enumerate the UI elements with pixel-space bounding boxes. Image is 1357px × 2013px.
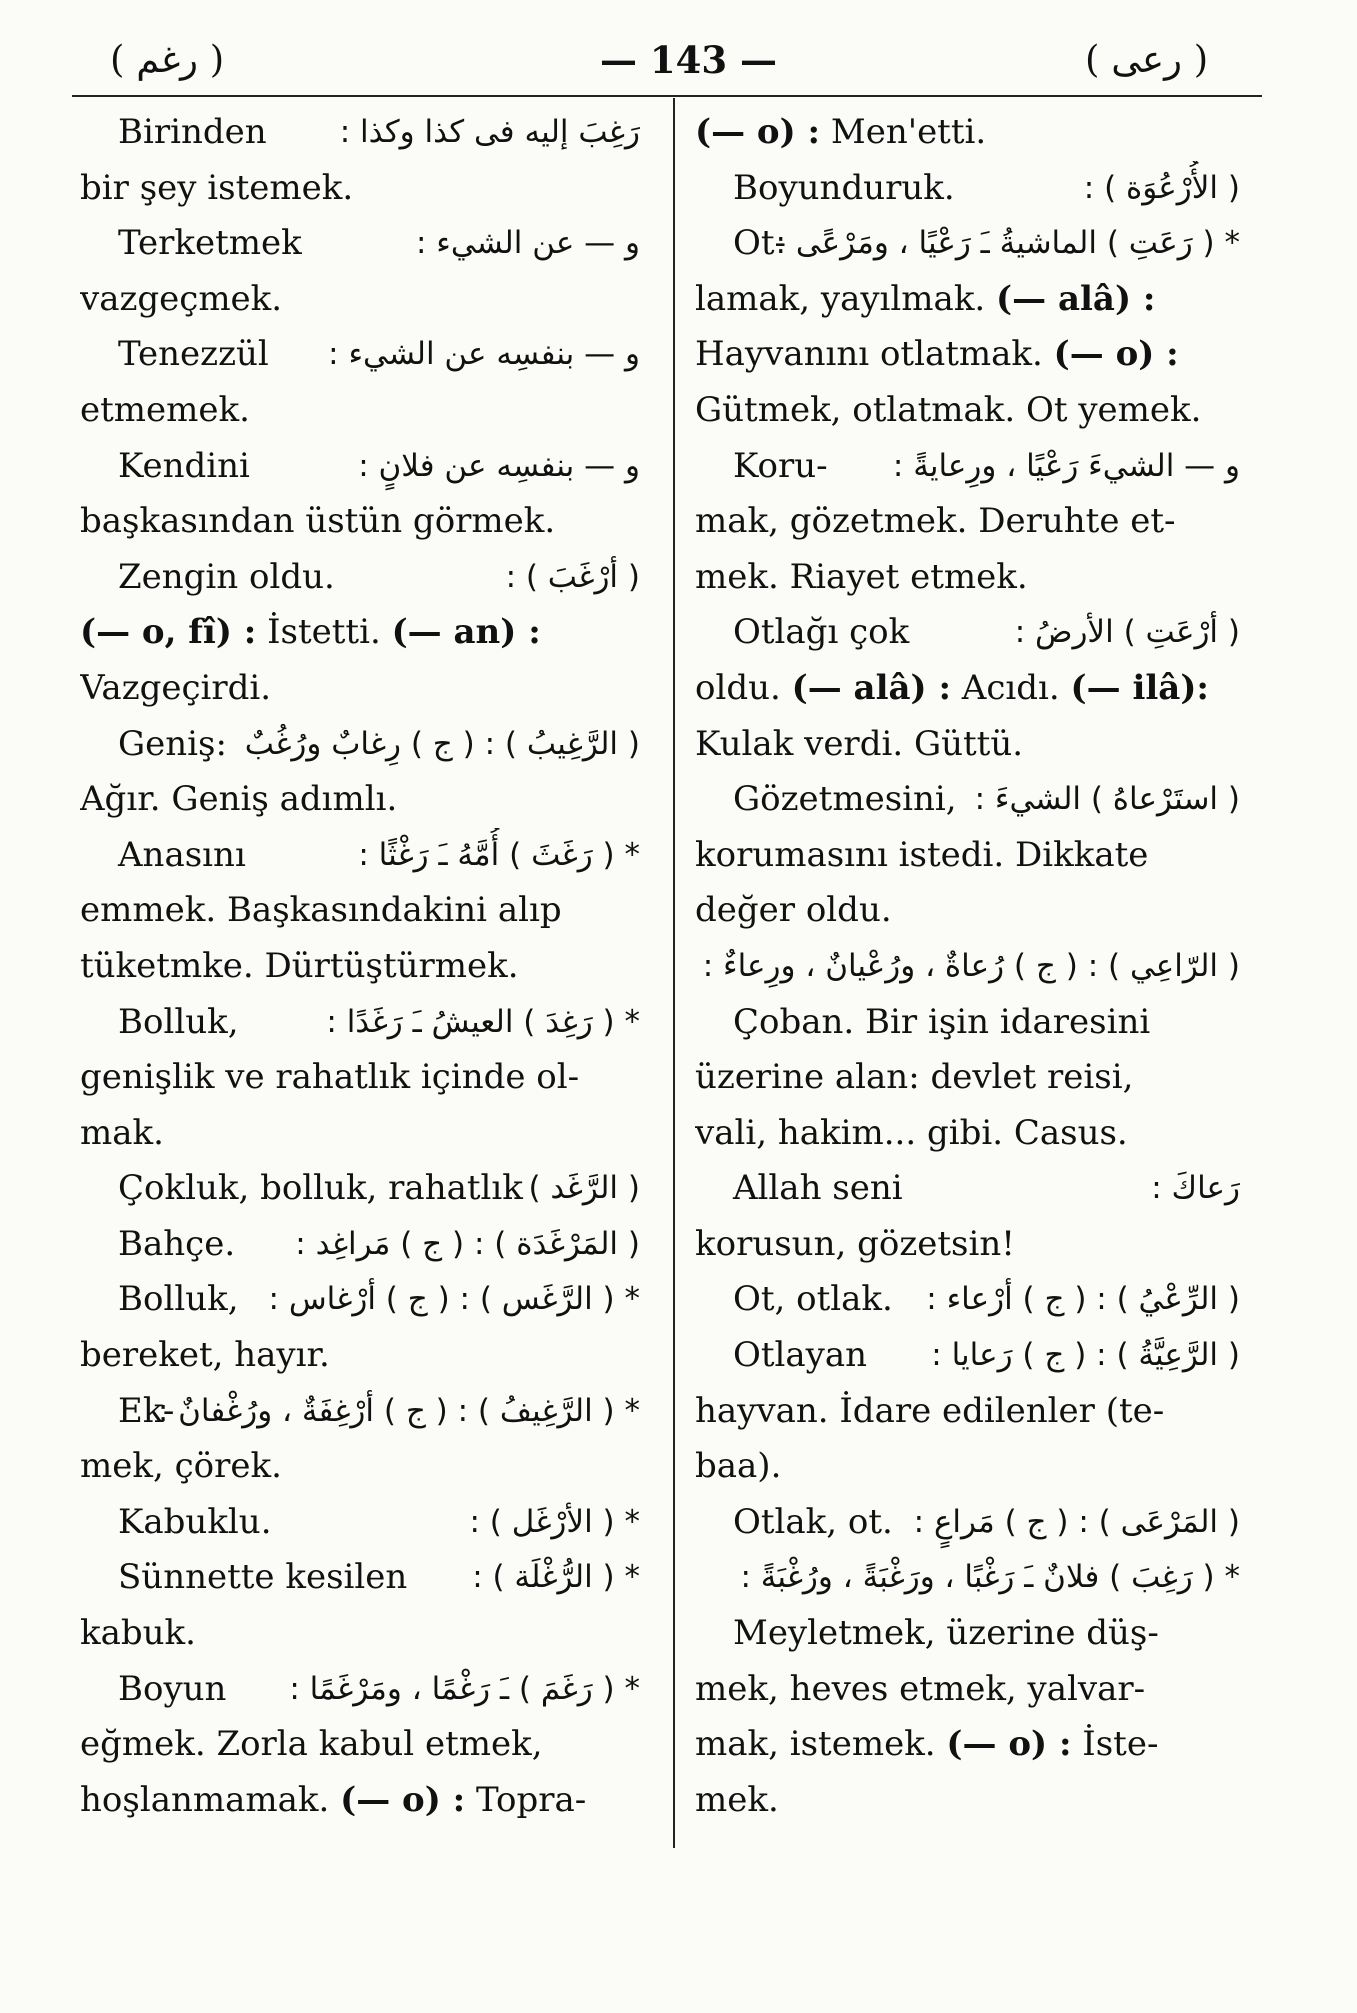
arabic-headword: رَعاكَ : xyxy=(1151,1170,1240,1207)
header-rule xyxy=(72,95,1262,97)
dictionary-line xyxy=(80,1717,640,1773)
dictionary-line xyxy=(695,161,1240,217)
arabic-headword: ( المَرْغَدَة ) : ( ج ) مَراغِد : xyxy=(295,1225,640,1262)
column-divider xyxy=(673,98,675,1848)
dictionary-line xyxy=(695,550,1240,606)
turkish-text: Gütmek, otlatmak. Ot yemek. xyxy=(695,389,1202,430)
dictionary-line xyxy=(695,1662,1240,1718)
page-header xyxy=(0,38,1357,98)
turkish-text: başkasından üstün görmek. xyxy=(80,501,556,542)
turkish-text: mak, gözetmek. Deruhte et- xyxy=(695,501,1176,542)
dictionary-line xyxy=(695,1439,1240,1495)
page-number: — 143 — xyxy=(600,38,777,82)
dictionary-line xyxy=(80,995,640,1051)
turkish-text: vazgeçmek. xyxy=(80,278,283,319)
turkish-text: oldu. (— alâ) : Acıdı. (— ilâ): xyxy=(695,667,1209,708)
turkish-text: lamak, yayılmak. (— alâ) : xyxy=(695,278,1156,319)
dictionary-line xyxy=(695,1606,1240,1662)
turkish-text: Bolluk, xyxy=(118,1279,239,1320)
dictionary-line xyxy=(80,1550,640,1606)
arabic-headword: ( أرْغَبَ ) : xyxy=(505,558,640,595)
turkish-text: Kendini xyxy=(118,445,250,486)
turkish-text: hoşlanmamak. (— o) : Topra- xyxy=(80,1779,587,1820)
turkish-text: mek, heves etmek, yalvar- xyxy=(695,1668,1146,1709)
turkish-text: Gözetmesini, xyxy=(733,779,957,820)
turkish-text: bir şey istemek. xyxy=(80,167,354,208)
arabic-headword: * ( الرُّغْلَة ) : xyxy=(472,1559,640,1596)
turkish-text: Boyunduruk. xyxy=(733,167,955,208)
turkish-text: etmemek. xyxy=(80,389,250,430)
arabic-headword: ( الرَّغَد ) xyxy=(528,1170,640,1207)
turkish-text: Çokluk, bolluk, rahatlık xyxy=(118,1168,523,1209)
dictionary-line xyxy=(695,1495,1240,1551)
dictionary-line xyxy=(695,272,1240,328)
dictionary-line xyxy=(695,494,1240,550)
turkish-text: mek. Riayet etmek. xyxy=(695,556,1028,597)
dictionary-line xyxy=(80,772,640,828)
dictionary-line xyxy=(80,383,640,439)
turkish-text: Bahçe. xyxy=(118,1223,236,1264)
dictionary-line xyxy=(695,1384,1240,1440)
turkish-text: mak, istemek. (— o) : İste- xyxy=(695,1724,1159,1765)
dictionary-line xyxy=(695,939,1240,995)
header-root-right: ( رعی ) xyxy=(1085,38,1209,81)
arabic-headword: و — بنفسِه عن فلانٍ : xyxy=(358,447,640,484)
arabic-headword: رَغِبَ إليه فى كذا وكذا : xyxy=(339,114,640,150)
dictionary-line xyxy=(695,1217,1240,1273)
arabic-headword: و — الشيءَ رَعْيًا ، ورِعايةً : xyxy=(892,447,1240,484)
turkish-text: Terketmek xyxy=(118,223,302,264)
dictionary-line xyxy=(80,550,640,606)
arabic-headword: * ( الرَّغَس ) : ( ج ) أرْغاس : xyxy=(268,1281,640,1318)
dictionary-line xyxy=(80,1272,640,1328)
dictionary-line xyxy=(80,1439,640,1495)
turkish-text: Anasını xyxy=(118,834,246,875)
turkish-text: Hayvanını otlatmak. (— o) : xyxy=(695,334,1179,375)
arabic-headword: * ( رَغَمَ ) ـَ رَغْمًا ، ومَرْغَمًا : xyxy=(289,1670,640,1707)
dictionary-line xyxy=(80,1662,640,1718)
turkish-text: Tenezzül xyxy=(118,334,269,375)
arabic-headword: * ( رَغِبَ ) فلانٌ ـَ رَغْبًا ، ورَغْبَةً ، ورُغْبَةً : xyxy=(740,1559,1240,1596)
dictionary-line xyxy=(695,717,1240,773)
header-root-left: ( رغم ) xyxy=(110,38,225,81)
dictionary-line xyxy=(80,1106,640,1162)
arabic-headword: * ( رَعَتِ ) الماشيةُ ـَ رَعْيًا ، ومَرْعًى : xyxy=(775,225,1240,262)
dictionary-line xyxy=(80,327,640,383)
dictionary-line xyxy=(80,1328,640,1384)
turkish-text: Koru- xyxy=(733,445,828,486)
dictionary-line xyxy=(80,494,640,550)
arabic-headword: ( الرَّغِيبُ ) : ( ج ) رِغابٌ ورُغُبٌ xyxy=(244,725,640,762)
dictionary-line xyxy=(80,1384,640,1440)
turkish-text: korusun, gözetsin! xyxy=(695,1223,1015,1264)
dictionary-line xyxy=(80,439,640,495)
turkish-text: tüketmke. Dürtüştürmek. xyxy=(80,945,519,986)
dictionary-line xyxy=(80,717,640,773)
arabic-headword: * ( رَغِدَ ) العيشُ ـَ رَغَدًا : xyxy=(326,1003,640,1040)
arabic-headword: و — بنفسِه عن الشيء : xyxy=(328,336,640,373)
dictionary-line xyxy=(695,1106,1240,1162)
dictionary-line xyxy=(695,772,1240,828)
dictionary-line xyxy=(80,1161,640,1217)
arabic-headword: ( المَرْعَى ) : ( ج ) مَراعٍ : xyxy=(913,1503,1240,1540)
dictionary-line xyxy=(80,161,640,217)
dictionary-line xyxy=(695,1773,1240,1829)
dictionary-line xyxy=(695,1272,1240,1328)
turkish-text: baa). xyxy=(695,1446,782,1487)
arabic-headword: و — عن الشيء : xyxy=(415,225,640,262)
dictionary-line xyxy=(695,1161,1240,1217)
turkish-text: Geniş: xyxy=(118,723,227,764)
turkish-text: emmek. Başkasındakini alıp xyxy=(80,890,562,931)
turkish-text: hayvan. İdare edilenler (te- xyxy=(695,1390,1165,1431)
turkish-text: kabuk. xyxy=(80,1613,196,1654)
turkish-text: mak. xyxy=(80,1112,164,1153)
dictionary-line xyxy=(80,1606,640,1662)
dictionary-line xyxy=(695,661,1240,717)
dictionary-line xyxy=(80,939,640,995)
dictionary-line xyxy=(695,105,1240,161)
dictionary-line xyxy=(80,1773,640,1829)
turkish-text: üzerine alan: devlet reisi, xyxy=(695,1057,1134,1098)
turkish-text: genişlik ve rahatlık içinde ol- xyxy=(80,1057,580,1098)
turkish-text: Ağır. Geniş adımlı. xyxy=(80,779,398,820)
arabic-headword: * ( رَغَثَ ) أُمَّهُ ـَ رَغْثًا : xyxy=(358,836,640,873)
turkish-text: eğmek. Zorla kabul etmek, xyxy=(80,1724,543,1765)
turkish-text: mek. xyxy=(695,1779,779,1820)
turkish-text: Birinden xyxy=(118,112,267,152)
turkish-text: Sünnette kesilen xyxy=(118,1557,408,1598)
dictionary-line xyxy=(80,272,640,328)
turkish-text: mek, çörek. xyxy=(80,1446,282,1487)
turkish-text: değer oldu. xyxy=(695,890,892,931)
turkish-text: bereket, hayır. xyxy=(80,1335,330,1376)
turkish-text: Ot, otlak. xyxy=(733,1279,893,1320)
dictionary-line xyxy=(695,1050,1240,1106)
turkish-text: Ot- xyxy=(733,223,787,264)
dictionary-line xyxy=(695,439,1240,495)
turkish-text: Bolluk, xyxy=(118,1001,239,1042)
arabic-headword: * ( الرَّغِيفُ ) : ( ج ) أرْغِفَةٌ ، ورُغْفانٌ : xyxy=(157,1392,640,1429)
right-column xyxy=(695,105,1240,1828)
arabic-headword: ( الرَّعِيَّةُ ) : ( ج ) رَعايا : xyxy=(931,1337,1240,1374)
arabic-headword: * ( الأرْغَل ) : xyxy=(469,1503,640,1540)
dictionary-line xyxy=(695,383,1240,439)
turkish-text: Otlağı çok xyxy=(733,612,910,653)
dictionary-line xyxy=(695,1717,1240,1773)
arabic-headword: ( استَرْعاهُ ) الشيءَ : xyxy=(974,781,1240,818)
dictionary-line xyxy=(695,605,1240,661)
dictionary-line xyxy=(80,1495,640,1551)
turkish-text: Allah seni xyxy=(733,1168,903,1209)
turkish-text: Kabuklu. xyxy=(118,1501,272,1542)
turkish-text: Boyun xyxy=(118,1668,227,1709)
arabic-headword: ( الأُرْعُوَة ) : xyxy=(1083,169,1240,206)
arabic-headword: ( أرْعَتِ ) الأرضُ : xyxy=(1014,614,1240,651)
arabic-headword: ( الرِّعْيُ ) : ( ج ) أرْعاء : xyxy=(926,1281,1240,1318)
turkish-text: Zengin oldu. xyxy=(118,556,335,597)
dictionary-line xyxy=(695,216,1240,272)
turkish-text: vali, hakim... gibi. Casus. xyxy=(695,1112,1128,1153)
dictionary-line xyxy=(695,1328,1240,1384)
dictionary-line xyxy=(695,995,1240,1051)
dictionary-line xyxy=(80,828,640,884)
left-column xyxy=(80,105,640,1828)
dictionary-line xyxy=(80,605,640,661)
turkish-text: Vazgeçirdi. xyxy=(80,667,272,708)
dictionary-line xyxy=(80,661,640,717)
turkish-text: (— o) : Men'etti. xyxy=(695,112,987,152)
dictionary-line xyxy=(80,216,640,272)
dictionary-line xyxy=(695,883,1240,939)
dictionary-line xyxy=(695,828,1240,884)
turkish-text: Meyletmek, üzerine düş- xyxy=(733,1613,1159,1654)
arabic-headword: ( الرّاعِي ) : ( ج ) رُعاةٌ ، ورُعْيانٌ ، ورِعاءٌ : xyxy=(702,947,1240,984)
dictionary-line xyxy=(80,1050,640,1106)
dictionary-line xyxy=(695,1550,1240,1606)
turkish-text: Kulak verdi. Güttü. xyxy=(695,723,1024,764)
turkish-text: Çoban. Bir işin idaresini xyxy=(733,1001,1151,1042)
turkish-text: (— o, fî) : İstetti. (— an) : xyxy=(80,612,541,653)
turkish-text: Ek- xyxy=(118,1390,175,1431)
turkish-text: Otlayan xyxy=(733,1335,868,1376)
dictionary-line xyxy=(80,105,640,161)
dictionary-line xyxy=(80,883,640,939)
dictionary-line xyxy=(695,327,1240,383)
dictionary-line xyxy=(80,1217,640,1273)
turkish-text: Otlak, ot. xyxy=(733,1501,893,1542)
turkish-text: korumasını istedi. Dikkate xyxy=(695,834,1149,875)
